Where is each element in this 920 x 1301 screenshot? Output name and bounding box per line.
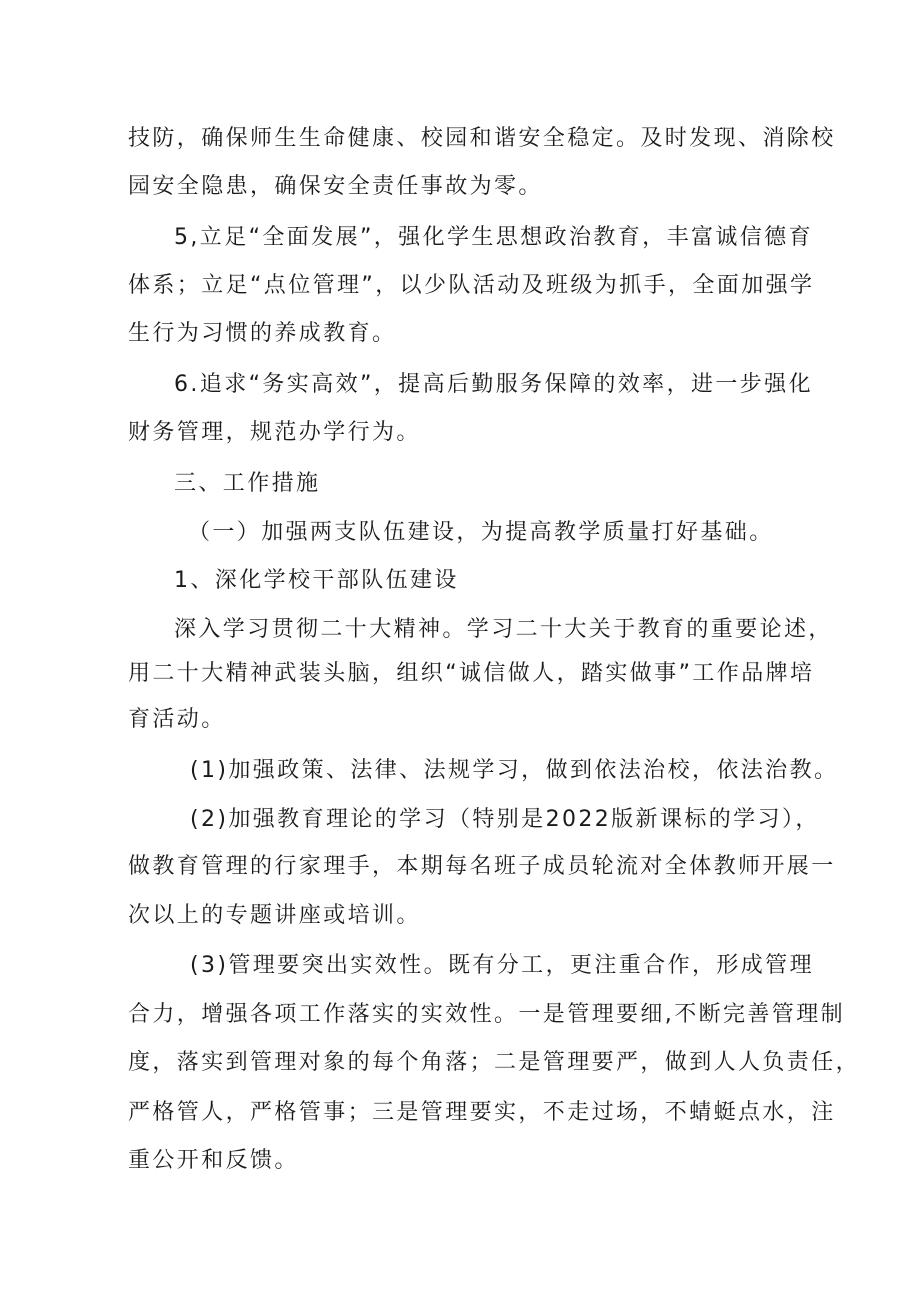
- item-heading: 1、深化学校干部队伍建设: [174, 568, 459, 593]
- text-line: 做教育管理的行家理手，本期每名班子成员轮流对全体教师开展一: [128, 854, 836, 879]
- text-line: 体系；立足“点位管理”，以少队活动及班级为抓手，全面加强学: [128, 273, 815, 298]
- text-line: 次以上的专题讲座或培训。: [128, 903, 421, 928]
- text-line: (3)管理要突出实效性。既有分工，更注重合作，形成管理: [190, 953, 814, 978]
- text-line: 重公开和反馈。: [128, 1148, 299, 1173]
- text-line: 5,立足“全面发展”，强化学生思想政治教育，丰富诚信德育: [174, 225, 813, 250]
- text-line: 合力，增强各项工作落实的实效性。一是管理要细,不断完善管理制: [128, 1002, 845, 1027]
- text-line: 育活动。: [128, 707, 226, 732]
- text-line: 严格管人，严格管事；三是管理要实，不走过场，不蜻蜓点水，注: [128, 1100, 836, 1125]
- text-line: 园安全隐患，确保安全责任事故为零。: [128, 174, 543, 199]
- section-heading: 三、工作措施: [174, 471, 321, 496]
- text-line: 用二十大精神武装头脑，组织“诚信做人，踏实做事”工作品牌培: [128, 661, 815, 686]
- text-line: 深入学习贯彻二十大精神。学习二十大关于教育的重要论述，: [174, 617, 833, 642]
- text-line: 度，落实到管理对象的每个角落；二是管理要严，做到人人负责任，: [128, 1050, 861, 1075]
- text-line: 技防，确保师生生命健康、校园和谐安全稳定。及时发现、消除校: [128, 126, 836, 151]
- text-line: (1)加强政策、法律、法规学习，做到依法治校，依法治教。: [190, 758, 839, 783]
- text-line: (2)加强教育理论的学习（特别是2022版新课标的学习），: [190, 807, 820, 832]
- subsection-heading: （一）加强两支队伍建设，为提高教学质量打好基础。: [188, 520, 774, 545]
- text-line: 6.追求“务实高效”，提高后勤服务保障的效率，进一步强化: [174, 372, 813, 397]
- text-line: 财务管理，规范办学行为。: [128, 420, 421, 445]
- text-line: 生行为习惯的养成教育。: [128, 321, 397, 346]
